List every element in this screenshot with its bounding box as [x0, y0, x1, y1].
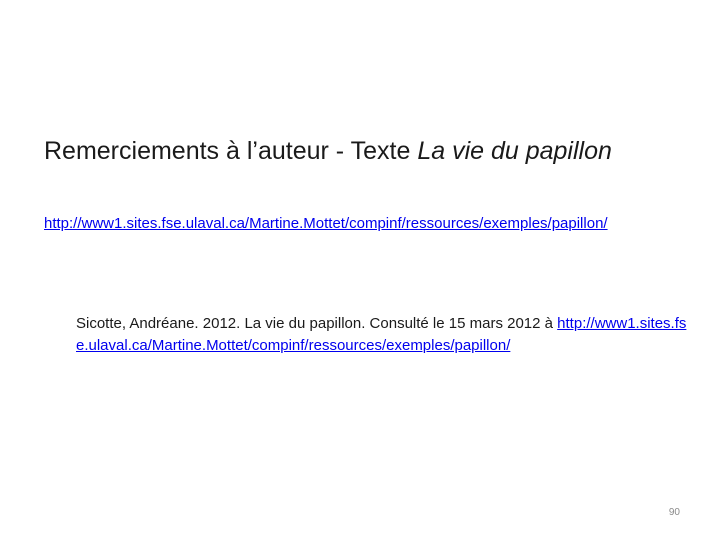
title-italic-text: La vie du papillon: [417, 137, 612, 165]
source-link-block: [44, 213, 694, 235]
title-text: Remerciements à l’auteur - Texte: [44, 137, 418, 165]
page-number: 90: [668, 507, 680, 518]
citation: [76, 313, 691, 357]
citation-text: Sicotte, Andréane. 2012. La vie du papillon. Consulté le 15 mars 2012 à: [76, 315, 558, 332]
citation-link[interactable]: http://www1.sites.fse.ulaval.ca/Martine.Mottet/compinf/ressources/exemples/papillon/: [76, 315, 687, 354]
slide-title: [44, 134, 644, 168]
source-link[interactable]: http://www1.sites.fse.ulaval.ca/Martine.Mottet/compinf/ressources/exemples/papillon/: [44, 215, 608, 232]
